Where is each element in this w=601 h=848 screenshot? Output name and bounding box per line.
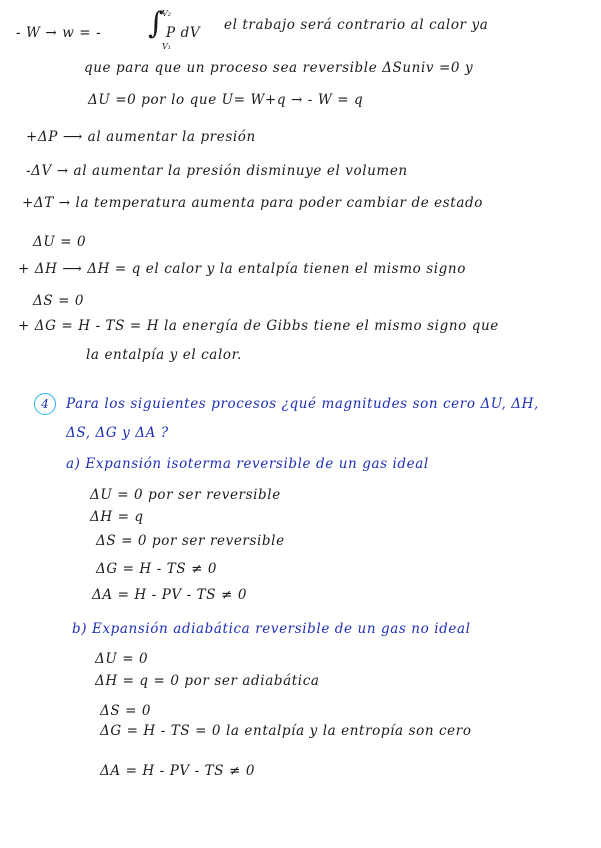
line-enthalpy: + ΔH ⟶ ΔH = q el calor y la entalpía tienen el mismo signo	[18, 261, 466, 277]
integrand: P dV	[166, 25, 201, 41]
line-pressure: +ΔP ⟶ al aumentar la presión	[26, 129, 256, 145]
line-temperature: +ΔT → la temperatura aumenta para poder cambiar de estado	[22, 195, 483, 211]
part-b-line-5: ΔA = H - PV - TS ≠ 0	[100, 763, 256, 779]
line-first-law: ΔU =0 por lo que U= W+q → - W = q	[88, 92, 364, 108]
line-volume: -ΔV → al aumentar la presión disminuye el volumen	[26, 163, 408, 179]
line-reversible: que para que un proceso sea reversible ΔSuniv =0 y	[84, 60, 474, 76]
part-b-line-1: ΔU = 0	[95, 651, 149, 667]
line-gibbs-cont: la entalpía y el calor.	[86, 347, 243, 363]
part-a-line-3: ΔS = 0 por ser reversible	[96, 533, 285, 549]
line-delta-u: ΔU = 0	[33, 234, 87, 250]
integral-upper-limit: V₂	[162, 9, 171, 18]
line-work-def: - W → w = -	[16, 25, 102, 41]
part-a-title: a) Expansión isoterma reversible de un gas ideal	[66, 456, 429, 472]
integral-symbol: ∫	[148, 6, 164, 41]
part-a-line-4: ΔG = H - TS ≠ 0	[96, 561, 218, 577]
part-a-line-2: ΔH = q	[90, 509, 144, 525]
part-b-title: b) Expansión adiabática reversible de un gas no ideal	[72, 621, 471, 637]
question-number-badge: 4	[34, 393, 56, 415]
part-a-line-1: ΔU = 0 por ser reversible	[90, 487, 281, 503]
question-line-2: ΔS, ΔG y ΔA ?	[66, 425, 169, 441]
part-b-line-3: ΔS = 0	[100, 703, 152, 719]
integral-lower-limit: V₁	[162, 42, 171, 51]
part-b-line-4: ΔG = H - TS = 0 la entalpía y la entropía son cero	[100, 723, 472, 739]
line-gibbs: + ΔG = H - TS = H la energía de Gibbs tiene el mismo signo que	[18, 318, 499, 334]
part-b-line-2: ΔH = q = 0 por ser adiabática	[95, 673, 320, 689]
line-work-comment: el trabajo será contrario al calor ya	[224, 17, 489, 33]
line-delta-s: ΔS = 0	[33, 293, 85, 309]
part-a-line-5: ΔA = H - PV - TS ≠ 0	[92, 587, 248, 603]
question-line-1: Para los siguientes procesos ¿qué magnitudes son cero ΔU, ΔH,	[66, 396, 539, 412]
